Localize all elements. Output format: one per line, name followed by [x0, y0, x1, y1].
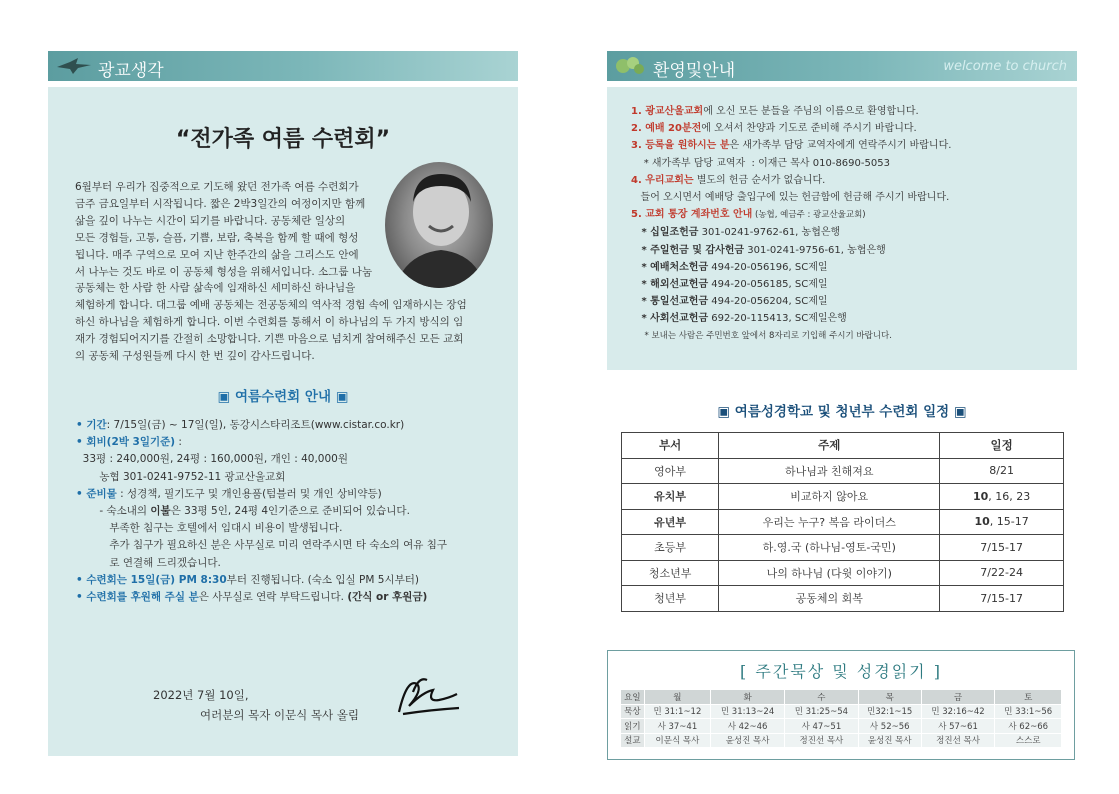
left-section-banner [48, 51, 518, 81]
table-cell: 민 33:1~56 [995, 704, 1062, 719]
weekly-reading-box [607, 650, 1075, 760]
intro-paragraph: 6월부터 우리가 집중적으로 기도해 왔던 전가족 여름 수련회가 금주 금요일부터 시작됩니다. 짧은 2박3일간의 여정이지만 함께 삶을 깊이 나누는 시간이 되기를 바랍니다. 공동체란 일상의 모든 경험들, 고통, 슬픔, 기쁨, 보람, 축복을 함께 할 때에 형성 됩니다. 매주 구역으로 모여 지난 한주간의 삶을 그리스도 안에 서 나누는 것도 바로 이 공동체 형성을 위해서입니다. 소그룹 나눔 공동체는 한 사람 한 사람 삶속에 임재하신 세미하신 하나님을 체험하게 합니다. 대그룹 예배 공동체는 전공동체의 역사적 경험 속에 임재하시는 장엄 하신 하나님을 체험하게 합니다. 이번 수련회를 통해서 이 하나님의 두 가지 방식의 임 재가 경험되어지기를 간절히 소망합니다. 기쁜 마음으로 넘치게 참여해주신 모든 교회 의 공동체 구성원들께 다시 한 번 깊이 감사드립니다. [75, 181, 467, 363]
right-banner-subtitle: welcome to church [943, 59, 1067, 74]
column-header: 월 [644, 690, 710, 705]
welcome-item-1: 1. 광교산울교회에 오신 모든 분들을 주님의 이름으로 환영합니다. [631, 106, 919, 117]
reading-title: [ 주간묵상 및 성경읽기 ] [740, 662, 942, 681]
account-row: * 주일헌금 및 감사헌금 301-0241-9756-61, 농협은행 [631, 244, 886, 256]
dept-cell: 청소년부 [622, 560, 719, 586]
dept-cell: 초등부 [622, 535, 719, 561]
row-label: 묵상 [621, 704, 645, 719]
fee-account: 농협 301-0241-9752-11 광교산울교회 [76, 470, 286, 483]
bedding-line-2: 부족한 침구는 호텔에서 임대시 비용이 발생됩니다. [76, 522, 343, 535]
reading-header-row [621, 690, 1062, 705]
dept-cell: 유년부 [622, 509, 719, 535]
welcome-item-4-sub: 들어 오시면서 예배당 출입구에 있는 헌금함에 헌금해 주시기 바랍니다. [631, 192, 950, 204]
theme-cell: 공동체의 회복 [719, 586, 940, 612]
date-cell: 8/21 [940, 458, 1064, 484]
welcome-list [631, 103, 1071, 345]
welcome-item-5: 5. 교회 통장 계좌번호 안내 (농협, 예금주 : 광교산울교회) [631, 209, 866, 221]
table-row [622, 509, 1064, 535]
table-cell: 스스로 [995, 733, 1062, 748]
table-cell: 윤성진 목사 [858, 733, 921, 748]
dove-icon [56, 57, 92, 75]
table-row [622, 560, 1064, 586]
table-row [621, 733, 1062, 748]
table-cell: 윤성진 목사 [711, 733, 785, 748]
period-line: • 기간: 7/15일(금) ~ 17일(일), 동강시스타리조트(www.cistar.co.kr) [76, 419, 405, 431]
table-cell: 민 32:16~42 [921, 704, 995, 719]
table-row [621, 704, 1062, 719]
account-row: * 십일조헌금 301-0241-9762-61, 농협은행 [631, 227, 841, 239]
table-cell: 사 52~56 [858, 719, 921, 734]
account-row: * 예배처소헌금 494-20-056196, SC제일 [631, 261, 828, 273]
fee-line: • 회비(2박 3일기준) : [76, 436, 182, 449]
table-row [622, 535, 1064, 561]
retreat-guide-heading: ▣ 여름수련회 안내 ▣ [217, 389, 349, 405]
signature-icon [393, 672, 463, 720]
table-cell: 사 37~41 [644, 719, 710, 734]
table-row [622, 586, 1064, 612]
dept-cell: 유치부 [622, 484, 719, 510]
dept-cell: 영아부 [622, 458, 719, 484]
prep-line: • 준비물 : 성경책, 필기도구 및 개인용품(텀블러 및 개인 상비약등) [76, 487, 382, 500]
dept-cell: 청년부 [622, 586, 719, 612]
table-cell: 사 47~51 [784, 719, 858, 734]
table-cell: 정진선 목사 [921, 733, 995, 748]
bedding-line-4: 로 연결해 드리겠습니다. [76, 556, 221, 569]
main-title: “전가족 여름 수련회” [175, 127, 391, 152]
welcome-item-3: 3. 등록을 원하시는 분은 새가족부 담당 교역자에게 연락주시기 바랍니다. [631, 140, 952, 152]
table-row [622, 458, 1064, 484]
bedding-line: - 숙소내의 이불은 33평 5인, 24평 4인기준으로 준비되어 있습니다. [76, 505, 410, 518]
theme-cell: 비교하지 않아요 [719, 484, 940, 510]
welcome-item-4: 4. 우리교회는 별도의 헌금 순서가 없습니다. [631, 174, 826, 186]
fee-detail: 33평 : 240,000원, 24평 : 160,000원, 개인 : 40,000원 [76, 453, 348, 466]
pastor-column-panel [48, 87, 518, 756]
table-row [622, 484, 1064, 510]
table-cell: 민32:1~15 [858, 704, 921, 719]
support-line: • 수련회를 후원해 주실 분은 사무실로 연락 부탁드립니다. (간식 or 후원금) [76, 591, 428, 604]
table-cell: 사 62~66 [995, 719, 1062, 734]
bedding-line-3: 추가 침구가 필요하신 분은 사무실로 미리 연락주시면 타 숙소의 여유 침구 [76, 539, 448, 552]
column-header: 화 [711, 690, 785, 705]
column-header: 수 [784, 690, 858, 705]
summer-schedule-table [621, 432, 1064, 612]
date-cell: 10, 15-17 [940, 509, 1064, 535]
accounts-note: * 보내는 사람은 주민번호 앞에서 8자리로 기입해 주시기 바랍니다. [631, 330, 892, 341]
account-row: * 해외선교헌금 494-20-056185, SC제일 [631, 279, 828, 291]
column-header: 금 [921, 690, 995, 705]
table-cell: 민 31:25~54 [784, 704, 858, 719]
table-row [621, 719, 1062, 734]
welcome-item-3-sub: * 새가족부 담당 교역자 : 이재근 목사 010-8690-5053 [631, 157, 890, 169]
table-header-row [622, 433, 1064, 459]
welcome-item-2: 2. 예배 20분전에 오셔서 찬양과 기도로 준비해 주시기 바랍니다. [631, 123, 917, 135]
theme-cell: 하.영.국 (하나님-영토-국민) [719, 535, 940, 561]
theme-cell: 우리는 누구? 복음 라이더스 [719, 509, 940, 535]
date-cell: 7/15-17 [940, 535, 1064, 561]
welcome-panel [607, 87, 1077, 370]
row-label: 읽기 [621, 719, 645, 734]
theme-cell: 나의 하나님 (다윗 이야기) [719, 560, 940, 586]
table-cell: 정진선 목사 [784, 733, 858, 748]
column-header: 요일 [621, 690, 645, 705]
pastor-photo [385, 162, 493, 288]
date-cell: 7/22-24 [940, 560, 1064, 586]
retreat-guide [76, 417, 516, 606]
weekly-reading-table [620, 689, 1062, 748]
sign-name: 여러분의 목자 이문식 목사 올림 [200, 708, 360, 722]
theme-cell: 하나님과 친해져요 [719, 458, 940, 484]
column-header: 부서 [622, 433, 719, 459]
table-cell: 사 57~61 [921, 719, 995, 734]
date-cell: 10, 16, 23 [940, 484, 1064, 510]
date-cell: 7/15-17 [940, 586, 1064, 612]
right-section-banner [607, 51, 1077, 81]
right-banner-title: 환영및안내 [653, 61, 736, 81]
table-cell: 민 31:13~24 [711, 704, 785, 719]
account-row: * 사회선교헌금 692-20-115413, SC제일은행 [631, 313, 847, 325]
left-banner-title: 광교생각 [98, 61, 164, 81]
start-line: • 수련회는 15일(금) PM 8:30부터 진행됩니다. (숙소 입실 PM 5시부터) [76, 573, 419, 586]
sign-date: 2022년 7월 10일, [153, 688, 249, 702]
column-header: 주제 [719, 433, 940, 459]
account-row: * 통일선교헌금 494-20-056204, SC제일 [631, 296, 828, 308]
schedule-heading: ▣ 여름성경학교 및 청년부 수련회 일정 ▣ [717, 404, 967, 420]
row-label: 설교 [621, 733, 645, 748]
column-header: 토 [995, 690, 1062, 705]
column-header: 일정 [940, 433, 1064, 459]
table-cell: 민 31:1~12 [644, 704, 710, 719]
table-cell: 사 42~46 [711, 719, 785, 734]
table-cell: 이문식 목사 [644, 733, 710, 748]
column-header: 목 [858, 690, 921, 705]
leaf-icon [613, 54, 647, 78]
